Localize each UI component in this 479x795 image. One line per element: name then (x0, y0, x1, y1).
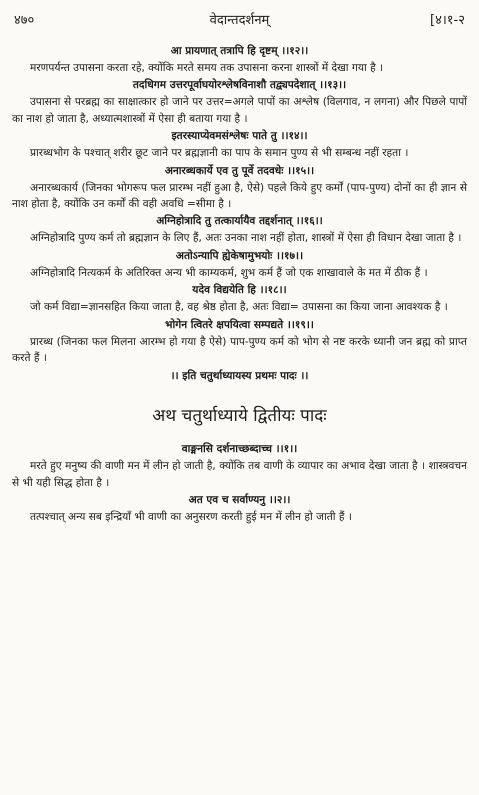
sutra-14: इतरस्याप्येवमसंश्लेषः पाते तु ।।१४।। (171, 130, 308, 143)
section-reference: [४।१-२ (430, 13, 465, 28)
commentary-17: अग्निहोत्रादि नित्यकर्म के अतिरिक्त अन्य भी काम्यकर्म, शुभ कर्म हैं जो एक शाखावाले के मत में ठीक हैं । (30, 266, 428, 279)
commentary-19: प्रारब्ध (जिनका फल मिलना आरम्भ हो गया है ऐसे) पाप-पुण्य कर्म को भोग से नष्ट करके ध्यानी जन ब्रह्म को प्राप्त करते हैं । (12, 335, 467, 365)
commentary-13: उपासना से परब्रह्म का साक्षात्कार हो जाने पर उत्तर=अगले पापों का अश्लेष (विलगाव, न लगना) और पिछले पापों का नाश हो जाता है, अध्यात्मशास्त्रों में ऐसा ही बताया गया है । (12, 96, 467, 125)
commentary-2-1: मरते हुए मनुष्य की वाणी मन में लीन हो जाती है, क्योंकि तब वाणी के व्यापार का अभाव देखा जाता है । शास्त्रवचन से भी यही सिद्ध होता है । (12, 460, 467, 489)
page-number: ४७० (14, 13, 35, 28)
page-body (12, 42, 467, 526)
section-heading: अथ चतुर्थाध्याये द्वितीयः पादः (152, 406, 327, 427)
running-title: वेदान्तदर्शनम् (209, 13, 270, 28)
sutra-19: भोगेन त्वितरे क्षपयित्वा सम्पद्यते ।।१९।। (165, 318, 314, 331)
section-end-line: ।। इति चतुर्थाध्यायस्य प्रथमः पादः ।। (170, 370, 309, 383)
sutra-2-2: अत एव च सर्वाण्यनु ।।२।। (188, 494, 291, 507)
sutra-15: अनारब्धकार्ये एव तु पूर्वे तदवधेः ।।१५।। (164, 164, 315, 177)
commentary-12: मरणपर्यन्त उपासना करता रहे, क्योंकि मरते समय तक उपासना करना शास्त्रों में देखा गया है । (30, 62, 384, 74)
sutra-18: यदेव विद्ययेति हि ।।१८।। (192, 284, 287, 297)
sutra-13: तदधिगम उत्तरपूर्वाघयोरश्लेषविनाशौ तद्व्यपदेशात् ।।१३।। (132, 79, 347, 92)
sutra-17: अतोऽन्यापि ह्येकेषामुभयोः ।।१७।। (175, 249, 304, 262)
commentary-2-2: तत्पश्चात् अन्य सब इन्द्रियाँ भी वाणी का अनुसरण करती हुई मन में लीन हो जाती हैं । (30, 511, 352, 524)
sutra-16: अग्निहोत्रादि तु तत्कार्यायैव तद्दर्शनात् ।।१६।। (156, 215, 323, 228)
running-header (10, 10, 469, 34)
commentary-15: अनारब्धकार्य (जिनका भोगरूप फल प्रारम्भ नहीं हुआ है, ऐसे) पहले किये हुए कर्मों (पाप-पुण्य) दोनों का ही ज्ञान से नाश होता है, क्योंकि उन कर्मों की वही अवधि =सीमा है । (12, 181, 467, 211)
sutra-2-1: वाङ्मनसि दर्शनाच्छब्दाच्च ।।१।। (181, 443, 298, 456)
commentary-18: जो कर्म विद्या=ज्ञानसहित किया जाता है, वह श्रेष्ठ होता है, अतः विद्या= उपासना का किया जाना आवश्यक है । (30, 301, 448, 314)
commentary-16: अग्निहोत्रादि पुण्य कर्म तो ब्रह्मज्ञान के लिए हैं, अतः उनका नाश नहीं होता, शास्त्रों में ऐसा ही विधान देखा जाता है । (30, 232, 462, 245)
sutra-12: आ प्रायणात् तत्रापि हि दृष्टम् ।।१२।। (170, 45, 309, 57)
commentary-14: प्रारब्धभोग के पश्चात् शरीर छूट जाने पर ब्रह्मज्ञानी का पाप के समान पुण्य से भी सम्बन्ध नहीं रहता । (30, 147, 409, 160)
